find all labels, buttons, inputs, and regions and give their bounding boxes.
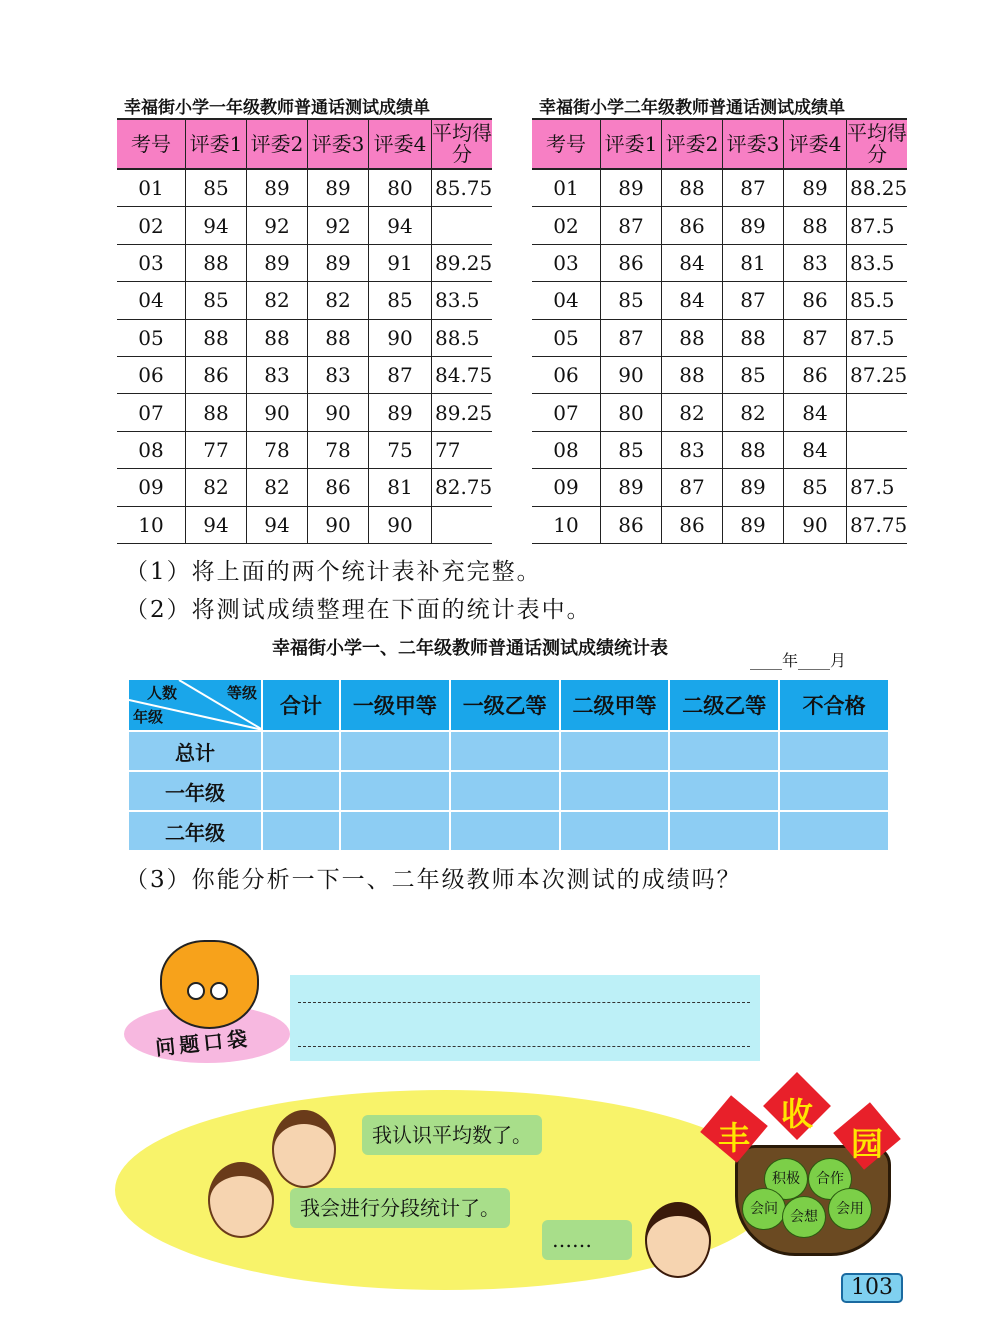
apple-label: 积极 (764, 1158, 808, 1200)
harvest-char: 丰 (718, 1119, 751, 1157)
score-cell: 89 (784, 169, 847, 207)
speech-bubble-2: 我会进行分段统计了。 (290, 1188, 510, 1228)
score-cell: 87 (601, 319, 662, 356)
col-header: 评委3 (308, 119, 369, 169)
boy-avatar-icon (208, 1162, 274, 1238)
score-cell: 88 (186, 319, 247, 356)
score-cell: 78 (308, 431, 369, 468)
score-cell: 88 (186, 394, 247, 431)
blank-cell[interactable] (450, 731, 560, 771)
summary-row (128, 811, 889, 851)
table-row (532, 282, 907, 319)
col-header: 评委2 (662, 119, 723, 169)
col-header: 评委4 (369, 119, 432, 169)
table-row (532, 394, 907, 431)
score-cell: 80 (601, 394, 662, 431)
score-cell: 87 (601, 207, 662, 244)
score-cell: 03 (117, 244, 186, 281)
score-cell: 87 (723, 282, 784, 319)
score-cell: 89 (723, 469, 784, 506)
blank-cell[interactable] (560, 771, 670, 811)
average-cell: 87.25 (847, 356, 908, 393)
score-cell: 89 (247, 244, 308, 281)
score-cell: 92 (247, 207, 308, 244)
blank-cell[interactable] (779, 731, 889, 771)
apple-label: 会问 (742, 1188, 786, 1230)
row-label: 二年级 (128, 811, 262, 851)
score-cell: 89 (723, 506, 784, 543)
score-cell: 89 (601, 169, 662, 207)
average-cell: 83.5 (847, 244, 908, 281)
average-cell: 87.75 (847, 506, 908, 543)
blank-cell[interactable] (669, 811, 779, 851)
answer-line (298, 1046, 750, 1047)
blank-cell[interactable] (450, 811, 560, 851)
table-row (532, 244, 907, 281)
header-row (532, 119, 907, 169)
average-cell: 85.75 (432, 169, 493, 207)
score-cell: 85 (723, 356, 784, 393)
average-cell: 82.75 (432, 469, 493, 506)
average-cell: 89.25 (432, 244, 493, 281)
average-cell: 87.5 (847, 319, 908, 356)
score-cell: 88 (723, 431, 784, 468)
table-row (117, 506, 492, 543)
col-header: 考号 (532, 119, 601, 169)
table-row (117, 169, 492, 207)
grade2-score-table (532, 118, 907, 544)
col-header: 平均得分 (432, 119, 493, 169)
table-row (117, 394, 492, 431)
col-fail: 不合格 (779, 679, 889, 731)
blank-cell[interactable] (262, 811, 340, 851)
header-row (117, 119, 492, 169)
col-level1a: 一级甲等 (340, 679, 450, 731)
summary-row (128, 731, 889, 771)
blank-cell[interactable] (450, 771, 560, 811)
col-header: 评委3 (723, 119, 784, 169)
blank-cell[interactable] (262, 731, 340, 771)
score-cell: 88 (662, 356, 723, 393)
question-3: （3）你能分析一下一、二年级教师本次测试的成绩吗？ (125, 867, 742, 893)
question-2: （2）将测试成绩整理在下面的统计表中。 (125, 597, 592, 623)
score-cell: 10 (117, 506, 186, 543)
score-cell: 06 (532, 356, 601, 393)
average-cell: 87.5 (847, 469, 908, 506)
score-cell: 88 (308, 319, 369, 356)
apple-label: 合作 (808, 1158, 852, 1200)
average-cell: 88.25 (847, 169, 908, 207)
blank-cell[interactable] (560, 811, 670, 851)
table-row (117, 319, 492, 356)
score-cell: 87 (662, 469, 723, 506)
score-cell: 88 (662, 319, 723, 356)
score-cell: 85 (369, 282, 432, 319)
pocket-character-icon (160, 940, 259, 1029)
score-cell: 82 (247, 282, 308, 319)
score-cell: 85 (186, 169, 247, 207)
score-cell: 90 (308, 506, 369, 543)
table-row (532, 319, 907, 356)
answer-area[interactable] (290, 975, 760, 1061)
corner-grade-label: 等级 (226, 684, 257, 702)
score-cell: 89 (247, 169, 308, 207)
summary-title: 幸福街小学一、二年级教师普通话测试成绩统计表 (272, 638, 668, 659)
score-cell: 85 (601, 431, 662, 468)
score-cell: 84 (784, 394, 847, 431)
page-number: 103 (841, 1273, 903, 1303)
col-level1b: 一级乙等 (450, 679, 560, 731)
harvest-char: 收 (781, 1095, 814, 1133)
score-cell: 04 (117, 282, 186, 319)
col-header: 评委2 (247, 119, 308, 169)
score-cell: 01 (532, 169, 601, 207)
girl2-avatar-icon (645, 1202, 711, 1278)
score-cell: 05 (532, 319, 601, 356)
score-cell: 90 (369, 506, 432, 543)
harvest-char: 园 (851, 1125, 884, 1163)
score-cell: 92 (308, 207, 369, 244)
average-cell: 83.5 (432, 282, 493, 319)
table-row (532, 356, 907, 393)
score-cell: 89 (723, 207, 784, 244)
score-cell: 88 (186, 244, 247, 281)
score-cell: 01 (117, 169, 186, 207)
score-cell: 94 (247, 506, 308, 543)
score-cell: 89 (601, 469, 662, 506)
score-cell: 84 (784, 431, 847, 468)
table-row (117, 469, 492, 506)
score-cell: 88 (662, 169, 723, 207)
table-row (532, 169, 907, 207)
score-cell: 84 (662, 244, 723, 281)
score-cell: 88 (784, 207, 847, 244)
score-cell: 02 (117, 207, 186, 244)
table1-title: 幸福街小学一年级教师普通话测试成绩单 (124, 98, 430, 118)
score-cell: 85 (186, 282, 247, 319)
score-cell: 77 (186, 431, 247, 468)
score-cell: 86 (662, 207, 723, 244)
score-cell: 89 (308, 169, 369, 207)
speech-bubble-3: …… (542, 1220, 632, 1260)
score-cell: 07 (117, 394, 186, 431)
blank-cell[interactable] (262, 771, 340, 811)
score-cell: 78 (247, 431, 308, 468)
score-cell: 85 (784, 469, 847, 506)
col-header: 评委1 (186, 119, 247, 169)
score-cell: 90 (601, 356, 662, 393)
blank-cell[interactable] (340, 771, 450, 811)
score-cell: 90 (369, 319, 432, 356)
table2-title: 幸福街小学二年级教师普通话测试成绩单 (539, 98, 845, 118)
score-cell: 90 (784, 506, 847, 543)
summary-table (127, 678, 890, 852)
score-cell: 03 (532, 244, 601, 281)
score-cell: 83 (308, 356, 369, 393)
score-cell: 86 (308, 469, 369, 506)
score-cell: 90 (308, 394, 369, 431)
score-cell: 09 (532, 469, 601, 506)
blank-cell[interactable] (669, 771, 779, 811)
blank-cell[interactable] (340, 811, 450, 851)
score-cell: 86 (601, 506, 662, 543)
score-cell: 10 (532, 506, 601, 543)
score-cell: 82 (723, 394, 784, 431)
score-cell: 86 (784, 282, 847, 319)
summary-row (128, 771, 889, 811)
apple-label: 会想 (782, 1196, 826, 1238)
score-cell: 02 (532, 207, 601, 244)
score-cell: 88 (247, 319, 308, 356)
score-cell: 75 (369, 431, 432, 468)
table-row (117, 282, 492, 319)
girl-avatar-icon (272, 1110, 336, 1188)
score-cell: 86 (601, 244, 662, 281)
blank-cell[interactable] (669, 731, 779, 771)
average-cell[interactable] (432, 207, 493, 244)
score-cell: 84 (662, 282, 723, 319)
blank-cell[interactable] (779, 771, 889, 811)
score-cell: 86 (784, 356, 847, 393)
score-cell: 80 (369, 169, 432, 207)
pocket-label: 问题口袋 (154, 1026, 253, 1060)
score-cell: 87 (369, 356, 432, 393)
corner-year-label: 年级 (133, 708, 164, 726)
score-cell: 89 (308, 244, 369, 281)
col-header: 考号 (117, 119, 186, 169)
corner-header (128, 679, 262, 731)
score-cell: 86 (662, 506, 723, 543)
score-cell: 83 (784, 244, 847, 281)
grade1-score-table (117, 118, 492, 544)
speech-bubble-1: 我认识平均数了。 (362, 1115, 542, 1155)
blank-cell[interactable] (340, 731, 450, 771)
score-cell: 81 (723, 244, 784, 281)
score-cell: 82 (308, 282, 369, 319)
table-row (117, 356, 492, 393)
table-row (532, 469, 907, 506)
average-cell: 87.5 (847, 207, 908, 244)
table-row (532, 431, 907, 468)
score-cell: 86 (186, 356, 247, 393)
col-header: 评委4 (784, 119, 847, 169)
col-header: 平均得分 (847, 119, 908, 169)
score-cell: 83 (662, 431, 723, 468)
answer-line (298, 1002, 750, 1003)
apple-label: 会用 (828, 1188, 872, 1230)
row-label: 总计 (128, 731, 262, 771)
score-cell: 05 (117, 319, 186, 356)
score-cell: 87 (723, 169, 784, 207)
col-total: 合计 (262, 679, 340, 731)
corner-count-label: 人数 (147, 684, 178, 702)
row-label: 一年级 (128, 771, 262, 811)
col-header: 评委1 (601, 119, 662, 169)
score-cell: 91 (369, 244, 432, 281)
score-cell: 09 (117, 469, 186, 506)
score-cell: 90 (247, 394, 308, 431)
table-row (117, 431, 492, 468)
average-cell[interactable] (432, 506, 493, 543)
score-cell: 94 (186, 207, 247, 244)
score-cell: 83 (247, 356, 308, 393)
average-cell: 77 (432, 431, 493, 468)
table-row (532, 506, 907, 543)
score-cell: 82 (662, 394, 723, 431)
score-cell: 85 (601, 282, 662, 319)
score-cell: 94 (369, 207, 432, 244)
blank-cell[interactable] (560, 731, 670, 771)
average-cell[interactable] (847, 431, 908, 468)
table-row (117, 244, 492, 281)
score-cell: 94 (186, 506, 247, 543)
score-cell: 82 (247, 469, 308, 506)
average-cell: 85.5 (847, 282, 908, 319)
score-cell: 06 (117, 356, 186, 393)
score-cell: 88 (723, 319, 784, 356)
score-cell: 08 (532, 431, 601, 468)
table-row (532, 207, 907, 244)
average-cell[interactable] (847, 394, 908, 431)
score-cell: 89 (369, 394, 432, 431)
average-cell: 88.5 (432, 319, 493, 356)
question-1: （1）将上面的两个统计表补充完整。 (125, 559, 542, 585)
score-cell: 82 (186, 469, 247, 506)
table-row (117, 207, 492, 244)
col-level2b: 二级乙等 (669, 679, 779, 731)
score-cell: 08 (117, 431, 186, 468)
blank-cell[interactable] (779, 811, 889, 851)
score-cell: 87 (784, 319, 847, 356)
summary-date: ____年____月 (750, 651, 847, 670)
col-level2a: 二级甲等 (560, 679, 670, 731)
average-cell: 89.25 (432, 394, 493, 431)
score-cell: 04 (532, 282, 601, 319)
score-cell: 81 (369, 469, 432, 506)
score-cell: 07 (532, 394, 601, 431)
average-cell: 84.75 (432, 356, 493, 393)
